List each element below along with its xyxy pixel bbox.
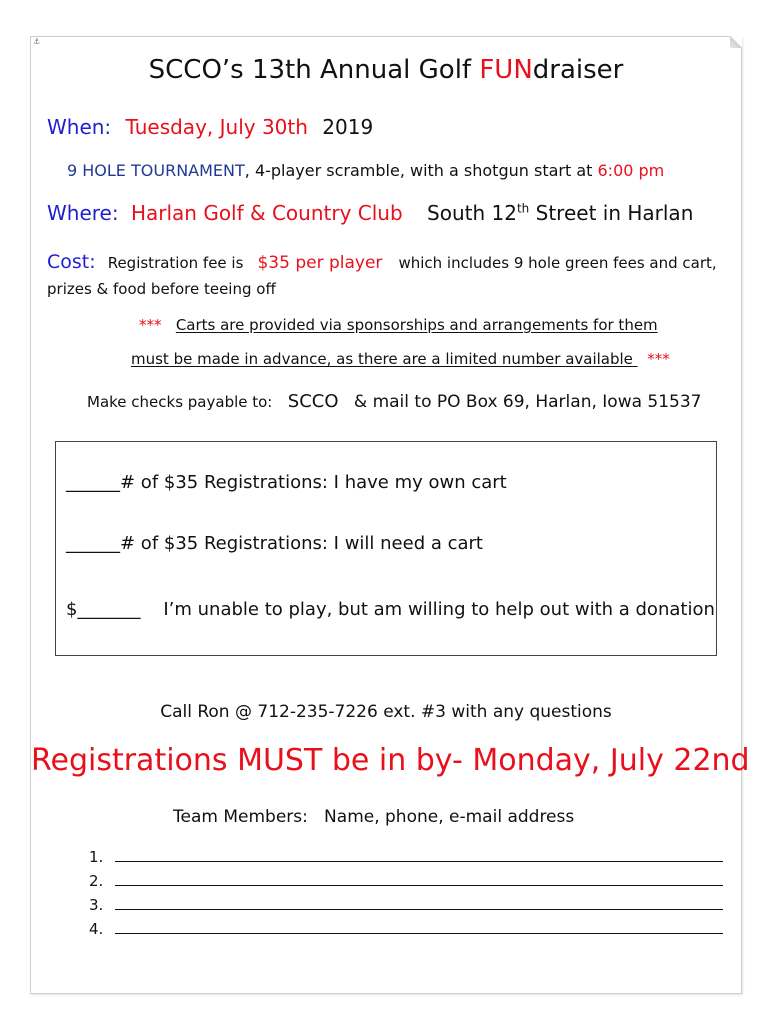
stars-left: *** — [139, 316, 162, 334]
street-sup: th — [516, 201, 530, 216]
anchor-icon: ⚓ — [33, 37, 41, 46]
team-member-row — [89, 871, 723, 890]
when-label: When: — [47, 115, 112, 139]
event-year: 2019 — [322, 115, 374, 139]
contact-line: Call Ron @ 712-235-7226 ext. #3 with any questions — [160, 702, 612, 722]
member-number: 1. — [89, 848, 104, 866]
cost-pre: Registration fee is — [107, 254, 244, 272]
title-main: SCCO’s 13th Annual Golf — [148, 55, 480, 85]
team-members-header: Team Members: Name, phone, e-mail address — [173, 807, 575, 827]
registration-donation: $_______ I’m unable to play, but am willing to help out with a donation — [66, 599, 715, 620]
tournament-line — [67, 161, 664, 180]
registration-own-cart: ______# of $35 Registrations: I have my own cart — [66, 472, 507, 493]
cost-line — [47, 251, 717, 273]
where-line — [47, 201, 693, 225]
team-member-row — [89, 895, 723, 914]
start-time: 6:00 pm — [597, 161, 665, 180]
carts-note-text-1: Carts are provided via sponsorships and arrangements for them — [175, 316, 658, 334]
cost-line-2: prizes & food before teeing off — [47, 280, 276, 298]
venue-name: Harlan Golf & Country Club — [130, 201, 403, 225]
cost-post: which includes 9 hole green fees and cart, — [398, 254, 717, 272]
mailing-address: & mail to PO Box 69, Harlan, Iowa 51537 — [353, 392, 702, 412]
price: $35 per player — [257, 253, 383, 273]
where-label: Where: — [47, 201, 119, 225]
member-number: 4. — [89, 920, 104, 938]
carts-note-text-2: must be made in advance, as there are a limited number available — [131, 350, 638, 368]
member-fill-line — [115, 895, 723, 910]
member-fill-line — [115, 919, 723, 934]
flyer-title — [31, 55, 741, 85]
payee: SCCO — [287, 391, 339, 412]
when-line — [47, 115, 373, 139]
tournament-type: 9 HOLE TOURNAMENT — [67, 161, 245, 180]
registration-box — [55, 441, 717, 656]
cost-label: Cost: — [47, 251, 96, 273]
stars-right: *** — [647, 350, 670, 368]
member-fill-line — [115, 847, 723, 862]
carts-note-line-2 — [131, 350, 670, 368]
flyer-page — [30, 36, 750, 994]
team-member-row — [89, 847, 723, 866]
carts-note-line-1 — [139, 316, 658, 334]
page-fold-corner — [730, 36, 742, 48]
checks-line — [87, 391, 702, 412]
tournament-details: , 4-player scramble, with a shotgun start at — [244, 161, 598, 180]
member-number: 2. — [89, 872, 104, 890]
checks-pre: Make checks payable to: — [87, 393, 273, 411]
title-highlight: FUN — [479, 55, 533, 85]
member-fill-line — [115, 871, 723, 886]
team-member-row — [89, 919, 723, 938]
venue-street — [427, 201, 693, 225]
street-pre: South 12 — [427, 201, 517, 225]
registration-need-cart: ______# of $35 Registrations: I will need a cart — [66, 533, 483, 554]
street-post: Street in Harlan — [529, 201, 694, 225]
registration-deadline: Registrations MUST be in by- Monday, July 22nd — [31, 743, 750, 778]
event-date: Tuesday, July 30th — [125, 115, 308, 139]
member-number: 3. — [89, 896, 104, 914]
title-rest: draiser — [532, 55, 624, 85]
